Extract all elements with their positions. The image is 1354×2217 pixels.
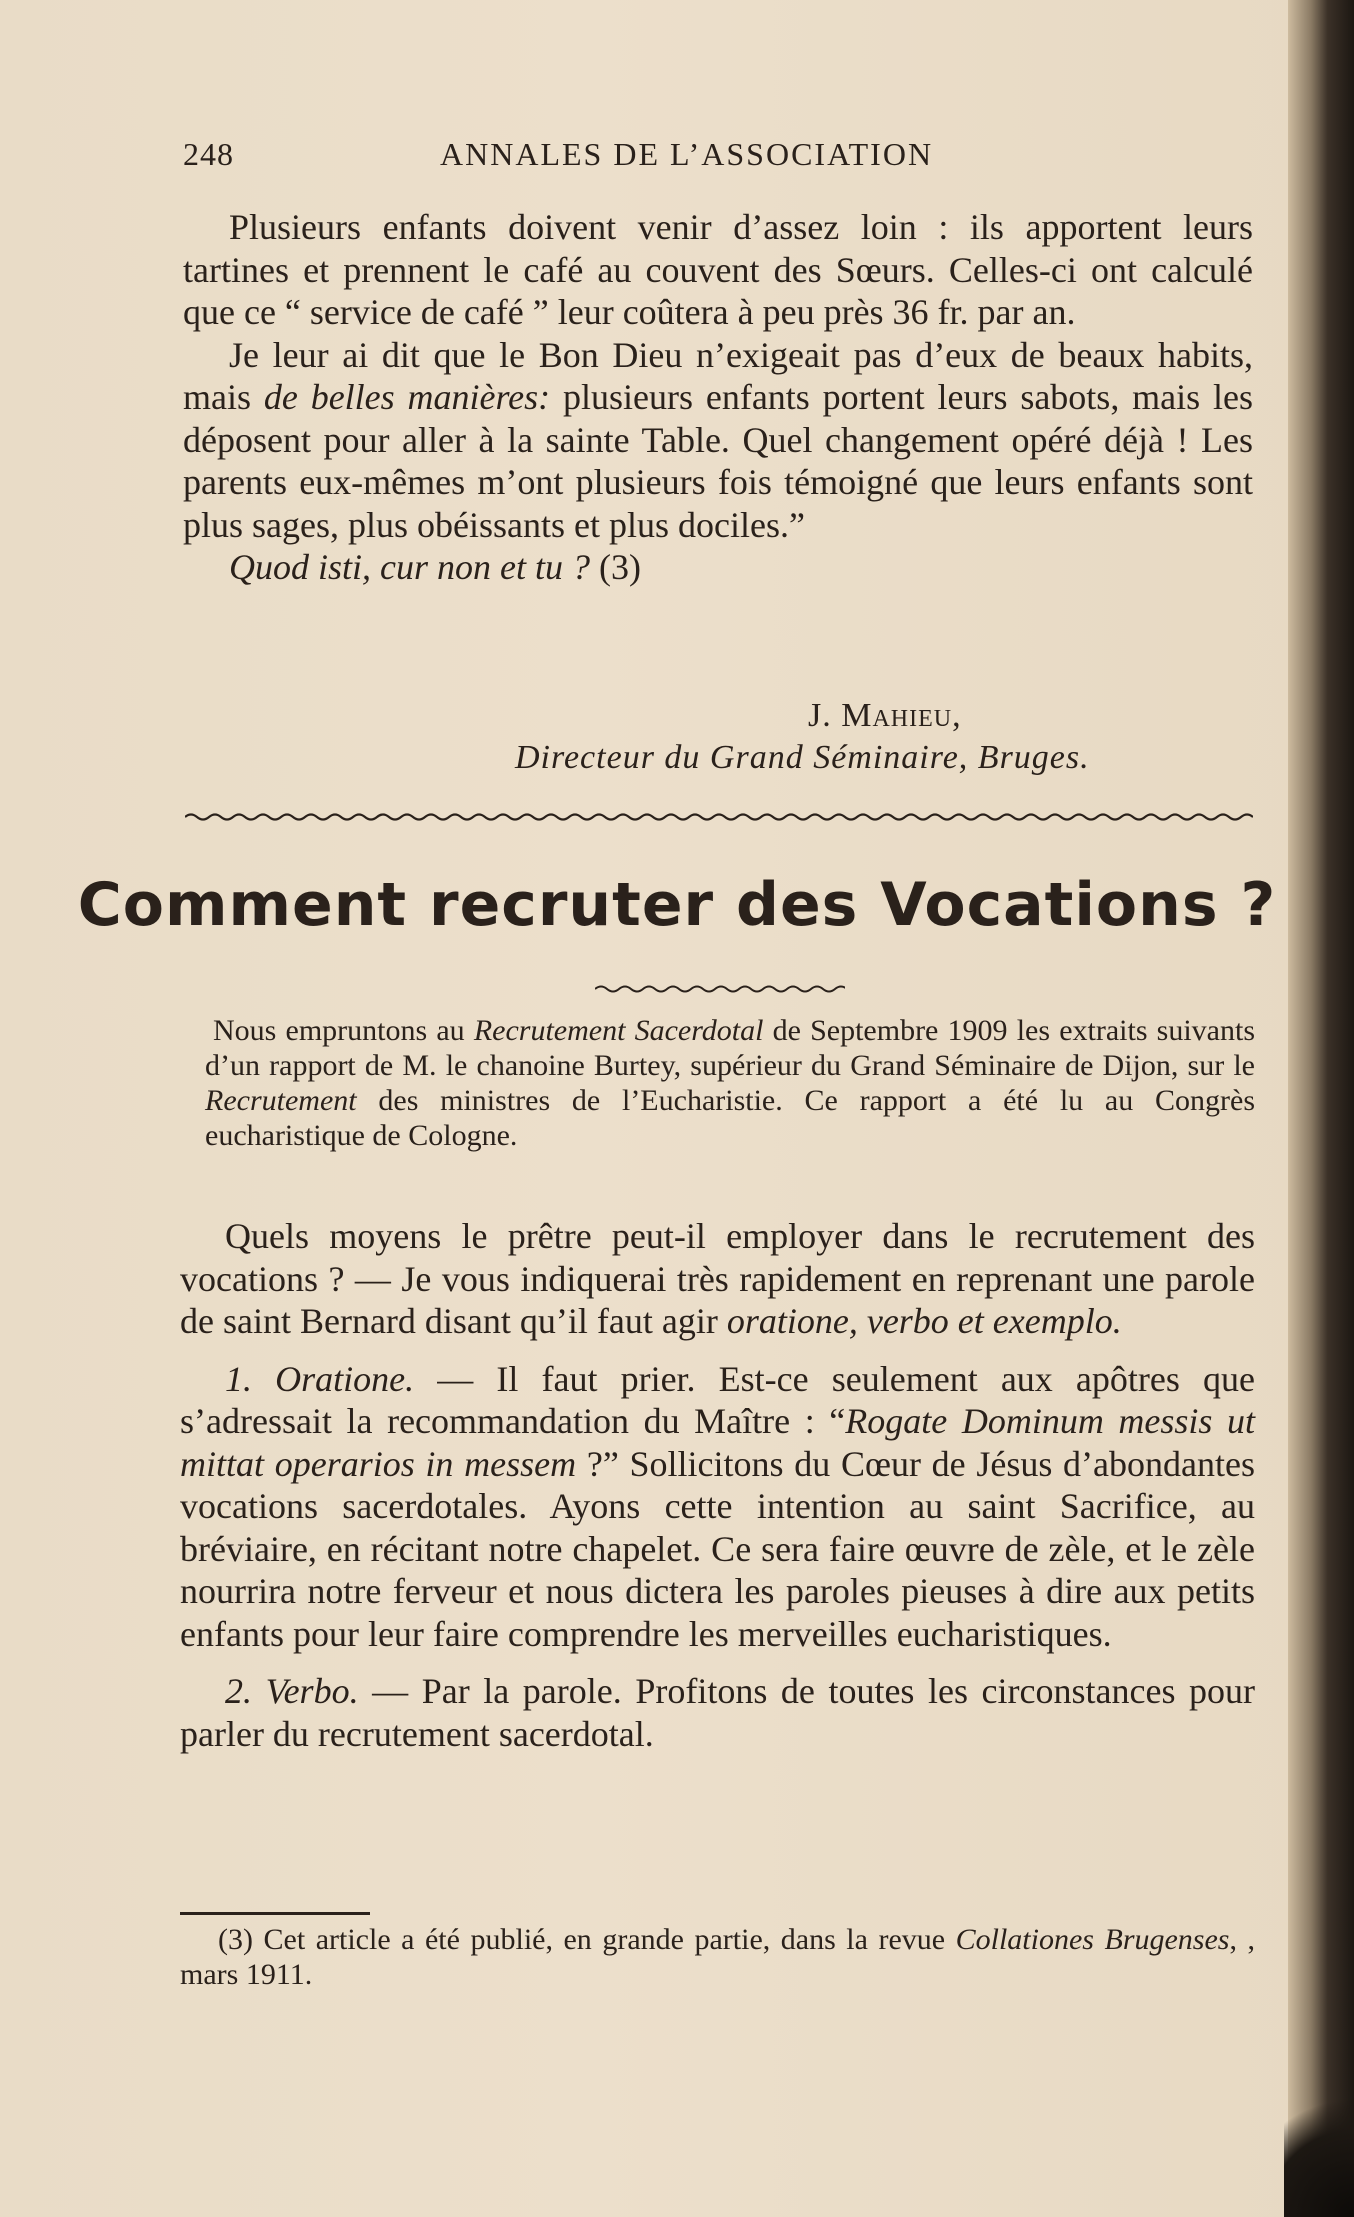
paragraph-manieres: [183, 334, 1253, 547]
text-span: — Par la parole. Profitons de toutes les circonstances pour parler du recrutement sacerdotal.: [180, 1671, 1256, 1754]
footnote-ref: (3): [589, 547, 641, 587]
article-body: [180, 1215, 1255, 1770]
text-span: (3) Cet article a été publié, en grande partie, dans la revue: [218, 1923, 956, 1956]
paragraph-cafe: Plusieurs enfants doivent venir d’assez loin : ils apportent leurs tartines et prennent le café au couvent des Sœurs. Celles-ci ont calculé que ce “ service de café ” leur coûtera à peu près 36 fr. par an.: [183, 207, 1253, 332]
top-text: [183, 206, 1253, 589]
page-edge-shadow: [1288, 0, 1354, 2217]
latin-quote: [183, 546, 1253, 589]
text-span: Quels moyens le prêtre peut-il employer dans le recrutement des vocations ? — Je vous indiquerai très rapidement en reprenant une parole de saint Bernard disant qu’il faut agir: [180, 1216, 1255, 1341]
italic-span: de belles manières:: [263, 377, 551, 417]
item-number: 1.: [225, 1358, 276, 1399]
article-intro: [205, 1013, 1255, 1153]
footnote: [180, 1922, 1255, 1992]
text-span: Nous empruntons au: [213, 1014, 474, 1047]
italic-span: Recrutement: [205, 1084, 357, 1117]
text-span: plusieurs enfants portent leurs sabots, mais les déposent pour aller à la sainte Table. Quel changement opéré déjà ! Les parents eux-mêmes m’ont plusieurs fois témoigné que leurs enfants sont plus sages, plus obéissants et plus dociles.”: [183, 377, 1254, 545]
title-wavy-rule: [595, 984, 845, 998]
text-span: Je leur ai dit que le Bon Dieu n’exigeait pas d’eux de beaux habits, mais: [183, 334, 1253, 417]
page-corner-shadow: [1284, 2077, 1354, 2217]
italic-span: Rogate Dominum messis ut mittat operarios in messem: [180, 1401, 1255, 1484]
footnote-rule: [180, 1912, 370, 1915]
italic-span: Oratione.: [275, 1358, 415, 1399]
text-span: de Septembre 1909 les extraits suivants d’un rapport de M. le chanoine Burtey, supérieur du Grand Séminaire de Dijon, sur le: [205, 1014, 1255, 1082]
paragraph-moyens: [180, 1215, 1255, 1343]
page-number: 248: [183, 136, 234, 172]
intro-paragraph: [205, 1013, 1255, 1153]
text-span: — Il faut prier. Est-ce seulement aux apôtres que s’adressait la recommandation du Maître : “: [180, 1358, 1255, 1441]
paragraph-verbo: [180, 1670, 1255, 1755]
footnote-text: [180, 1922, 1255, 1992]
italic-span: Collationes Brugenses: [955, 1923, 1230, 1956]
paragraph-oratione: [180, 1358, 1255, 1656]
article-title: Comment recruter des Vocations ?: [77, 870, 1277, 940]
running-head: ANNALES DE L’ASSOCIATION: [440, 136, 934, 172]
italic-span: oratione, verbo et exemplo.: [726, 1301, 1122, 1341]
italic-span: Quod isti, cur non et tu ?: [229, 547, 590, 587]
signature-name: J. Mahieu,: [808, 697, 962, 734]
italic-span: Verbo.: [265, 1671, 359, 1711]
italic-span: Recrutement Sacerdotal: [473, 1014, 764, 1047]
text-span: , , mars 1911.: [180, 1923, 1255, 1991]
text-span: ?” Sollicitons du Cœur de Jésus d’abondantes vocations sacerdotales. Ayons cette intention au saint Sacrifice, au bréviaire, en récitant notre chapelet. Ce sera faire œuvre de zèle, et le zèle nourrira notre ferveur et nous dictera les paroles pieuses à dire aux petits enfants pour leur faire comprendre les merveilles eucharistiques.: [180, 1443, 1255, 1654]
wavy-separator: [185, 812, 1253, 826]
text-span: des ministres de l’Eucharistie. Ce rapport a été lu au Congrès eucharistique de Cologne.: [205, 1084, 1255, 1152]
item-number: 2.: [225, 1671, 266, 1711]
signature-role: Directeur du Grand Séminaire, Bruges.: [515, 739, 1090, 776]
